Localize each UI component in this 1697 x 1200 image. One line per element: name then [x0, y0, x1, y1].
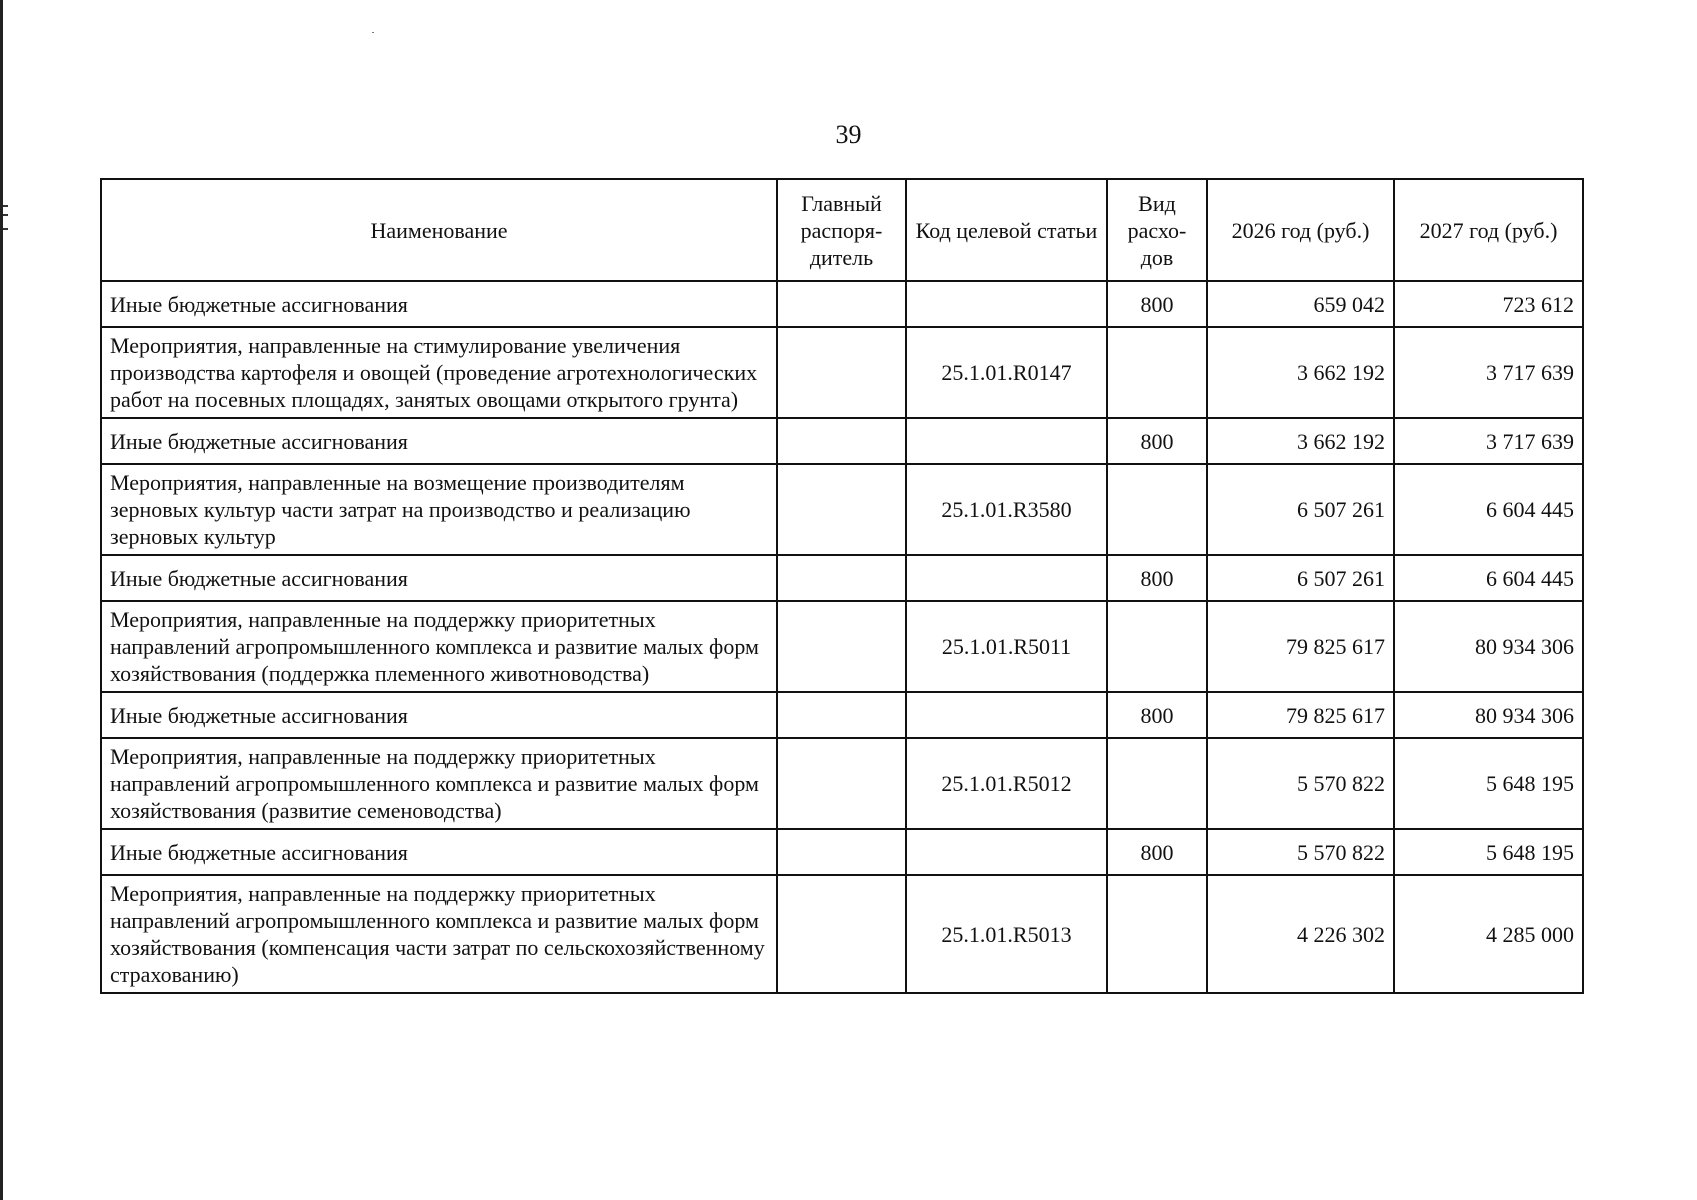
scan-edge-mark [3, 228, 8, 230]
row-2027: 5 648 195 [1394, 738, 1583, 829]
row-2026: 79 825 617 [1207, 692, 1394, 738]
row-2027: 6 604 445 [1394, 464, 1583, 555]
table-row [101, 281, 1583, 327]
row-vid: 800 [1107, 281, 1207, 327]
row-manager [777, 327, 906, 418]
row-vid: 800 [1107, 829, 1207, 875]
row-code: 25.1.01.R5013 [906, 875, 1107, 993]
row-name: Мероприятия, направленные на возмещение производителям зерновых культур части затрат на производство и реализацию зерновых культур [101, 464, 777, 555]
budget-table [100, 178, 1584, 994]
row-vid [1107, 601, 1207, 692]
scan-edge-mark [3, 205, 8, 207]
row-code: 25.1.01.R0147 [906, 327, 1107, 418]
header-manager: Главный распоря-дитель [777, 179, 906, 281]
table-row [101, 875, 1583, 993]
row-manager [777, 829, 906, 875]
row-name: Иные бюджетные ассигнования [101, 418, 777, 464]
header-2026: 2026 год (руб.) [1207, 179, 1394, 281]
row-code: 25.1.01.R3580 [906, 464, 1107, 555]
row-manager [777, 738, 906, 829]
row-code: 25.1.01.R5012 [906, 738, 1107, 829]
row-manager [777, 418, 906, 464]
row-name: Иные бюджетные ассигнования [101, 692, 777, 738]
row-2026: 5 570 822 [1207, 738, 1394, 829]
row-2026: 79 825 617 [1207, 601, 1394, 692]
row-2027: 5 648 195 [1394, 829, 1583, 875]
table-row [101, 464, 1583, 555]
row-manager [777, 692, 906, 738]
row-vid: 800 [1107, 418, 1207, 464]
table-row [101, 555, 1583, 601]
header-code: Код целевой статьи [906, 179, 1107, 281]
scan-edge-mark [3, 214, 8, 216]
row-2026: 6 507 261 [1207, 555, 1394, 601]
row-2026: 659 042 [1207, 281, 1394, 327]
row-code: 25.1.01.R5011 [906, 601, 1107, 692]
row-code [906, 829, 1107, 875]
row-2027: 80 934 306 [1394, 692, 1583, 738]
header-2027: 2027 год (руб.) [1394, 179, 1583, 281]
header-vid: Вид расхо-дов [1107, 179, 1207, 281]
table-row [101, 692, 1583, 738]
row-manager [777, 281, 906, 327]
row-2027: 4 285 000 [1394, 875, 1583, 993]
row-name: Мероприятия, направленные на поддержку приоритетных направлений агропромышленного комплекса и развитие малых форм хозяйствования (развитие семеноводства) [101, 738, 777, 829]
row-name: Иные бюджетные ассигнования [101, 555, 777, 601]
row-vid [1107, 738, 1207, 829]
row-2026: 3 662 192 [1207, 418, 1394, 464]
table-row [101, 829, 1583, 875]
table-row [101, 601, 1583, 692]
scan-speck [372, 32, 374, 33]
row-name: Иные бюджетные ассигнования [101, 829, 777, 875]
row-code [906, 555, 1107, 601]
table-row [101, 738, 1583, 829]
row-code [906, 418, 1107, 464]
row-manager [777, 601, 906, 692]
table-row [101, 418, 1583, 464]
row-2027: 3 717 639 [1394, 327, 1583, 418]
row-2026: 3 662 192 [1207, 327, 1394, 418]
table-header-row [101, 179, 1583, 281]
row-name: Мероприятия, направленные на стимулирование увеличения производства картофеля и овощей (проведение агротехнологических работ на посевных площадях, занятых овощами открытого грунта) [101, 327, 777, 418]
row-2026: 6 507 261 [1207, 464, 1394, 555]
row-name: Мероприятия, направленные на поддержку приоритетных направлений агропромышленного комплекса и развитие малых форм хозяйствования (компенсация части затрат по сельскохозяйственному страхованию) [101, 875, 777, 993]
row-2027: 6 604 445 [1394, 555, 1583, 601]
row-vid [1107, 875, 1207, 993]
row-2027: 3 717 639 [1394, 418, 1583, 464]
row-vid [1107, 327, 1207, 418]
row-2027: 80 934 306 [1394, 601, 1583, 692]
row-manager [777, 555, 906, 601]
row-name: Иные бюджетные ассигнования [101, 281, 777, 327]
row-vid: 800 [1107, 555, 1207, 601]
header-name: Наименование [101, 179, 777, 281]
page-number: 39 [835, 120, 862, 149]
row-code [906, 692, 1107, 738]
row-manager [777, 464, 906, 555]
row-manager [777, 875, 906, 993]
row-2026: 4 226 302 [1207, 875, 1394, 993]
row-name: Мероприятия, направленные на поддержку приоритетных направлений агропромышленного комплекса и развитие малых форм хозяйствования (поддержка племенного животноводства) [101, 601, 777, 692]
row-vid [1107, 464, 1207, 555]
row-vid: 800 [1107, 692, 1207, 738]
row-code [906, 281, 1107, 327]
table-row [101, 327, 1583, 418]
row-2027: 723 612 [1394, 281, 1583, 327]
row-2026: 5 570 822 [1207, 829, 1394, 875]
scan-left-edge [0, 0, 3, 1200]
